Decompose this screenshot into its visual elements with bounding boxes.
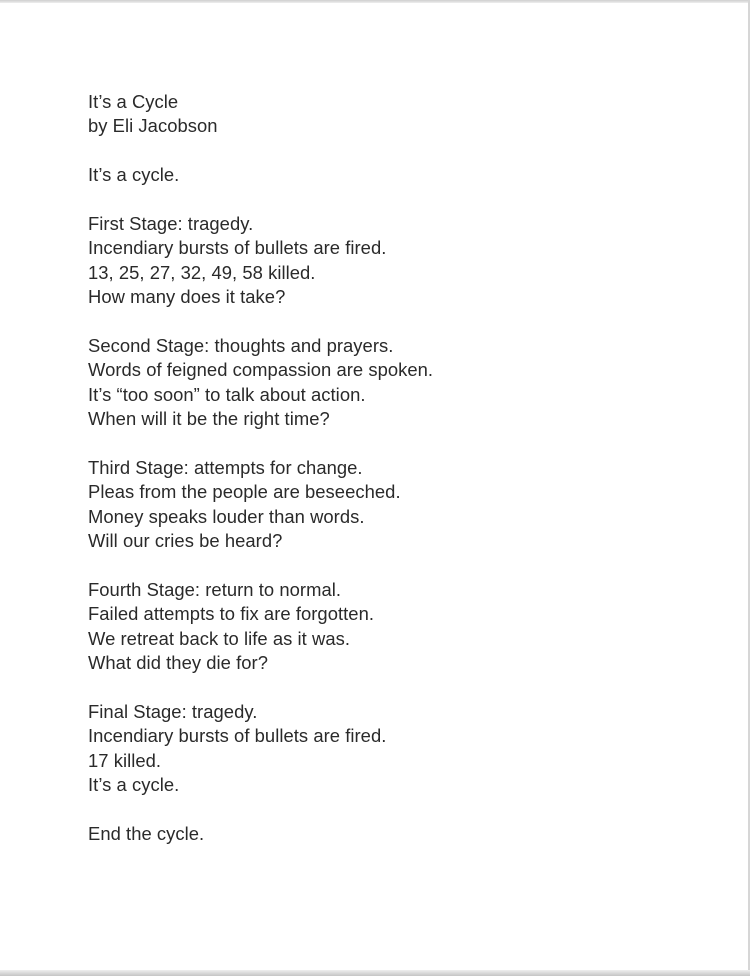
stanza-line: 17 killed. [88,749,162,771]
page-top-edge [0,0,750,3]
stanza-fourth-stage [88,578,433,676]
stanza-line: Incendiary bursts of bullets are fired. [88,725,387,747]
stanza-line: Words of feigned compassion are spoken. [88,359,434,381]
stanza-line: Incendiary bursts of bullets are fired. [88,237,387,259]
page-bottom-edge [0,970,750,976]
stanza-first-stage [88,212,433,310]
stanza-line: Second Stage: thoughts and prayers. [88,335,394,357]
poem-closing [88,822,433,846]
stanza-final-stage [88,700,433,798]
stanza-line: Failed attempts to fix are forgotten. [88,603,375,625]
poem-title: It’s a Cycle [88,91,179,112]
poem-header [88,90,433,139]
stanza-line: Pleas from the people are beseeched. [88,481,401,503]
stanza-line: Final Stage: tragedy. [88,701,258,723]
opening-line: It’s a cycle. [88,164,180,186]
poem-byline: by Eli Jacobson [88,115,218,137]
stanza-line: First Stage: tragedy. [88,213,254,234]
stanza-line: We retreat back to life as it was. [88,627,350,649]
stanza-second-stage [88,334,433,432]
poem [88,90,433,871]
stanza-line: It’s “too soon” to talk about action. [88,383,366,405]
poem-opening [88,163,433,187]
stanza-line: Fourth Stage: return to normal. [88,579,342,601]
stanza-line: When will it be the right time? [88,408,330,430]
stanza-line: Third Stage: attempts for change. [88,457,363,479]
stanza-line: Will our cries be heard? [88,530,283,552]
stanza-third-stage [88,456,433,554]
stanza-line: Money speaks louder than words. [88,505,365,527]
stanza-line: What did they die for? [88,652,268,674]
closing-line: End the cycle. [88,823,205,845]
stanza-line: 13, 25, 27, 32, 49, 58 killed. [88,261,316,283]
stanza-line: How many does it take? [88,286,286,308]
stanza-line: It’s a cycle. [88,774,180,796]
